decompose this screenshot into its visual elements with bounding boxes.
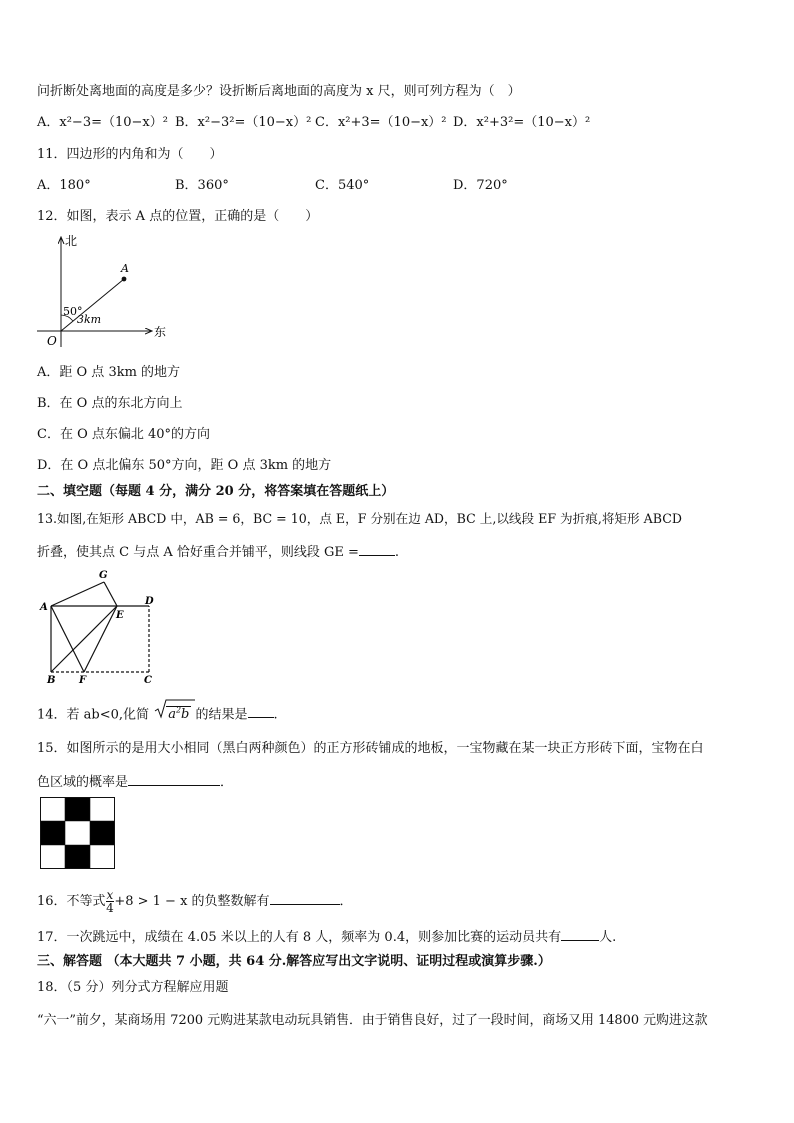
point-a-label: A [121,262,129,275]
q14-radicand-exponent: 2 [175,706,182,715]
q11-option-c: C．540° [315,178,370,193]
q10-option-a: A．x²−3=（10−x）² [37,115,168,130]
q15-line-1: 15．如图所示的是用大小相同（黑白两种颜色）的正方形砖铺成的地板，一宝物藏在某一块正方形砖下面，宝物在白 [37,741,704,756]
q14-text-after: 的结果是 [195,707,248,723]
q17-line [37,928,616,946]
label-a: A [40,602,48,613]
segment-af [51,606,84,672]
q11-stem: 11．四边形的内角和为（ ） [37,147,223,162]
q15-line-2-text: 色区域的概率是 [37,775,129,790]
label-b: B [47,675,56,686]
q12-option-c: C．在 O 点东偏北 40°的方向 [37,427,211,442]
q15-tile-grid-figure [40,797,115,869]
distance-label: 3km [77,313,102,326]
q16-fraction [106,889,115,914]
tile-3 [90,797,115,821]
q14-answer-blank[interactable] [248,705,274,718]
east-label: 东 [154,325,167,339]
label-e: E [116,610,124,621]
north-label: 北 [65,234,78,248]
q10-option-d: D．x²+3²=（10−x）² [453,115,591,130]
q13-rectangle-fold-figure [38,568,168,686]
q15-line-2 [37,773,233,791]
tile-2 [65,797,90,821]
q10-option-b: B．x²−3²=（10−x）² [175,115,312,130]
q10-stem-tail: 问折断处离地面的高度是多少？设折断后离地面的高度为 x 尺，则可列方程为（ ） [37,84,521,99]
q12-option-b: B．在 O 点的东北方向上 [37,396,183,411]
radical-sign-icon [155,699,167,719]
q12-option-d: D．在 O 点北偏东 50°方向，距 O 点 3km 的地方 [37,458,332,473]
tile-1 [40,797,65,821]
q13-line-2 [37,543,399,561]
q11-option-a: A．180° [37,178,91,193]
q12-stem: 12．如图，表示 A 点的位置，正确的是（ ） [37,209,319,224]
q16-frac-denominator: 4 [106,901,114,915]
q17-text: 17．一次跳远中，成绩在 4.05 米以上的人有 8 人，频率为 0.4，则参加比赛的运动员共有 [37,930,562,945]
section-2-heading: 二、填空题（每题 4 分，满分 20 分，将答案填在答题纸上） [37,484,395,499]
tile-7 [40,845,65,869]
segment-be [51,606,117,672]
label-d: D [145,596,154,607]
q17-end: 人. [599,930,617,945]
q15-line-2-end: ． [220,775,234,790]
q16-frac-numerator: x [106,888,114,902]
q15-answer-blank[interactable] [128,773,220,786]
label-c: C [144,675,152,686]
section-3-heading: 三、解答题 （本大题共 7 小题，共 64 分.解答应写出文字说明、证明过程或演算步骤.） [37,954,551,969]
q11-option-b: B．360° [175,178,229,193]
q13-line-1: 13.如图,在矩形 ABCD 中，AB = 6，BC = 10，点 E，F 分别在边 AD，BC 上,以线段 EF 为折痕,将矩形 ABCD [37,511,682,526]
q11-option-d: D．720° [453,178,508,193]
q14-radicand-b: b [181,707,190,723]
q18-body: “六一”前夕，某商场用 7200 元购进某款电动玩具销售．由于销售良好，过了一段时间，商场又用 14800 元购进这款 [37,1013,708,1028]
q12-option-a: A．距 O 点 3km 的地方 [37,365,181,380]
q14-radical [155,703,191,723]
q10-option-c: C．x²+3=（10−x）² [315,115,447,130]
segment-ge [104,582,117,606]
q17-answer-blank[interactable] [561,928,599,941]
tile-9 [90,845,115,869]
tile-8 [65,845,90,869]
q16-answer-blank[interactable] [270,892,340,905]
q14-radicand-a: a [168,707,176,723]
segment-ag [51,582,104,606]
q14-text-before: 14．若 ab<0,化简 [37,707,150,723]
point-a-dot [122,277,127,282]
q13-line-2-end: . [394,545,400,560]
q12-compass-figure [35,232,175,347]
q13-answer-blank[interactable] [359,543,395,556]
angle-label: 50° [63,305,83,318]
label-g: G [99,570,108,581]
tile-4 [40,821,65,845]
q18-head: 18．（5 分）列分式方程解应用题 [37,980,229,995]
tile-5 [65,821,90,845]
origin-label: O [47,334,57,348]
q14-end: . [273,707,278,723]
segment-fe [84,606,117,672]
q14-line [37,703,278,723]
label-f: F [79,675,87,686]
q13-line-2-text: 折叠，使其点 C 与点 A 恰好重合并铺平，则线段 GE = [37,545,359,560]
q16-text-before: 16．不等式 [37,894,106,909]
q16-line [37,889,353,914]
q16-text-middle: +8 > 1 − x 的负整数解有 [114,894,270,909]
tile-6 [90,821,115,845]
q16-end: ． [339,894,353,909]
